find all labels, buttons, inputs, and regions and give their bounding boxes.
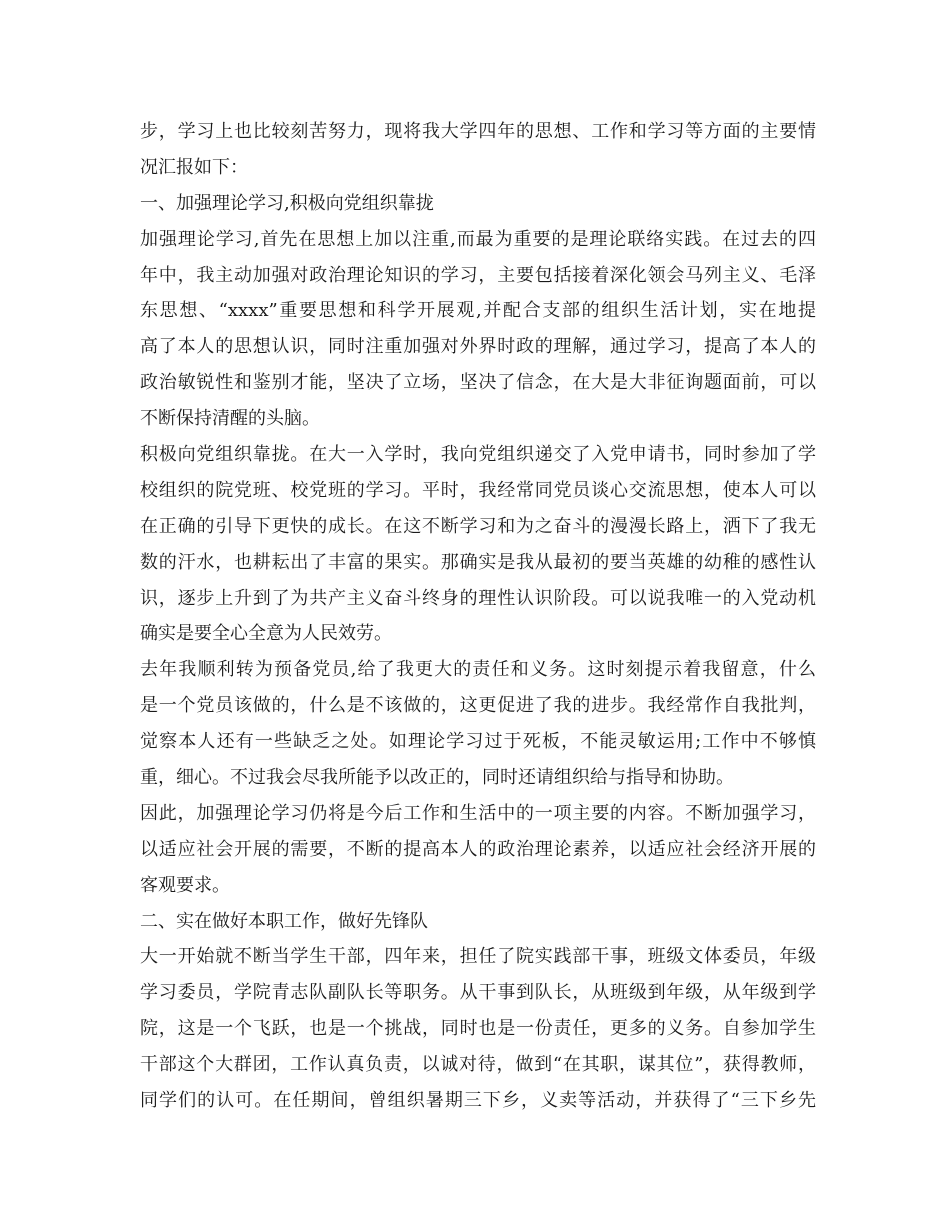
text-line: 政治敏锐性和鉴别才能，坚决了立场，坚决了信念，在大是大非征询题面前，可以 bbox=[140, 372, 816, 394]
text-line: 重，细心。不过我会尽我所能予以改正的，同时还请组织给与指导和协助。 bbox=[140, 767, 734, 789]
text-line: 高了本人的思想认识，同时注重加强对外界时政的理解，通过学习，提高了本人的 bbox=[140, 336, 816, 358]
text-line: 二、实在做好本职工作，做好先锋队 bbox=[140, 910, 428, 932]
text-line: 在正确的引导下更快的成长。在这不断学习和为之奋斗的漫漫长路上，洒下了我无 bbox=[140, 515, 816, 537]
text-line: 况汇报如下： bbox=[140, 156, 248, 178]
text-line: 东思想、“xxxx”重要思想和科学开展观,并配合支部的组织生活计划，实在地提 bbox=[140, 300, 816, 322]
text-line: 学习委员，学院青志队副队长等职务。从干事到队长，从班级到年级，从年级到学 bbox=[140, 982, 816, 1004]
text-line: 积极向党组织靠拢。在大一入学时，我向党组织递交了入党申请书，同时参加了学 bbox=[140, 444, 816, 466]
text-line: 数的汗水，也耕耘出了丰富的果实。那确实是我从最初的要当英雄的幼稚的感性认 bbox=[140, 551, 816, 573]
text-line: 校组织的院党班、校党班的学习。平时，我经常同党员谈心交流思想，使本人可以 bbox=[140, 479, 816, 501]
text-line: 识，逐步上升到了为共产主义奋斗终身的理性认识阶段。可以说我唯一的入党动机 bbox=[140, 587, 816, 609]
text-line: 不断保持清醒的头脑。 bbox=[140, 408, 320, 430]
text-line: 去年我顺利转为预备党员,给了我更大的责任和义务。这时刻提示着我留意，什么 bbox=[140, 659, 816, 681]
text-line: 年中，我主动加强对政治理论知识的学习，主要包括接着深化领会马列主义、毛泽 bbox=[140, 264, 816, 286]
text-line: 觉察本人还有一些缺乏之处。如理论学习过于死板，不能灵敏运用;工作中不够慎 bbox=[140, 731, 816, 753]
text-line: 是一个党员该做的，什么是不该做的，这更促进了我的进步。我经常作自我批判， bbox=[140, 695, 816, 717]
text-line: 同学们的认可。在任期间，曾组织暑期三下乡，义卖等活动，并获得了“三下乡先 bbox=[140, 1090, 816, 1112]
text-line: 加强理论学习,首先在思想上加以注重,而最为重要的是理论联络实践。在过去的四 bbox=[140, 228, 816, 250]
text-line: 确实是要全心全意为人民效劳。 bbox=[140, 623, 392, 645]
text-line: 一、加强理论学习,积极向党组织靠拢 bbox=[140, 192, 434, 214]
text-line: 院，这是一个飞跃，也是一个挑战，同时也是一份责任，更多的义务。自参加学生 bbox=[140, 1018, 816, 1040]
text-line: 客观要求。 bbox=[140, 874, 230, 896]
text-line: 以适应社会开展的需要，不断的提高本人的政治理论素养，以适应社会经济开展的 bbox=[140, 838, 816, 860]
text-line: 干部这个大群团，工作认真负责，以诚对待，做到“在其职，谋其位”，获得教师， bbox=[140, 1054, 816, 1076]
text-line: 因此，加强理论学习仍将是今后工作和生活中的一项主要的内容。不断加强学习， bbox=[140, 802, 816, 824]
text-line: 大一开始就不断当学生干部，四年来，担任了院实践部干事，班级文体委员，年级 bbox=[140, 946, 816, 968]
text-line: 步，学习上也比较刻苦努力，现将我大学四年的思想、工作和学习等方面的主要情 bbox=[140, 121, 816, 142]
document-body bbox=[140, 114, 816, 1119]
